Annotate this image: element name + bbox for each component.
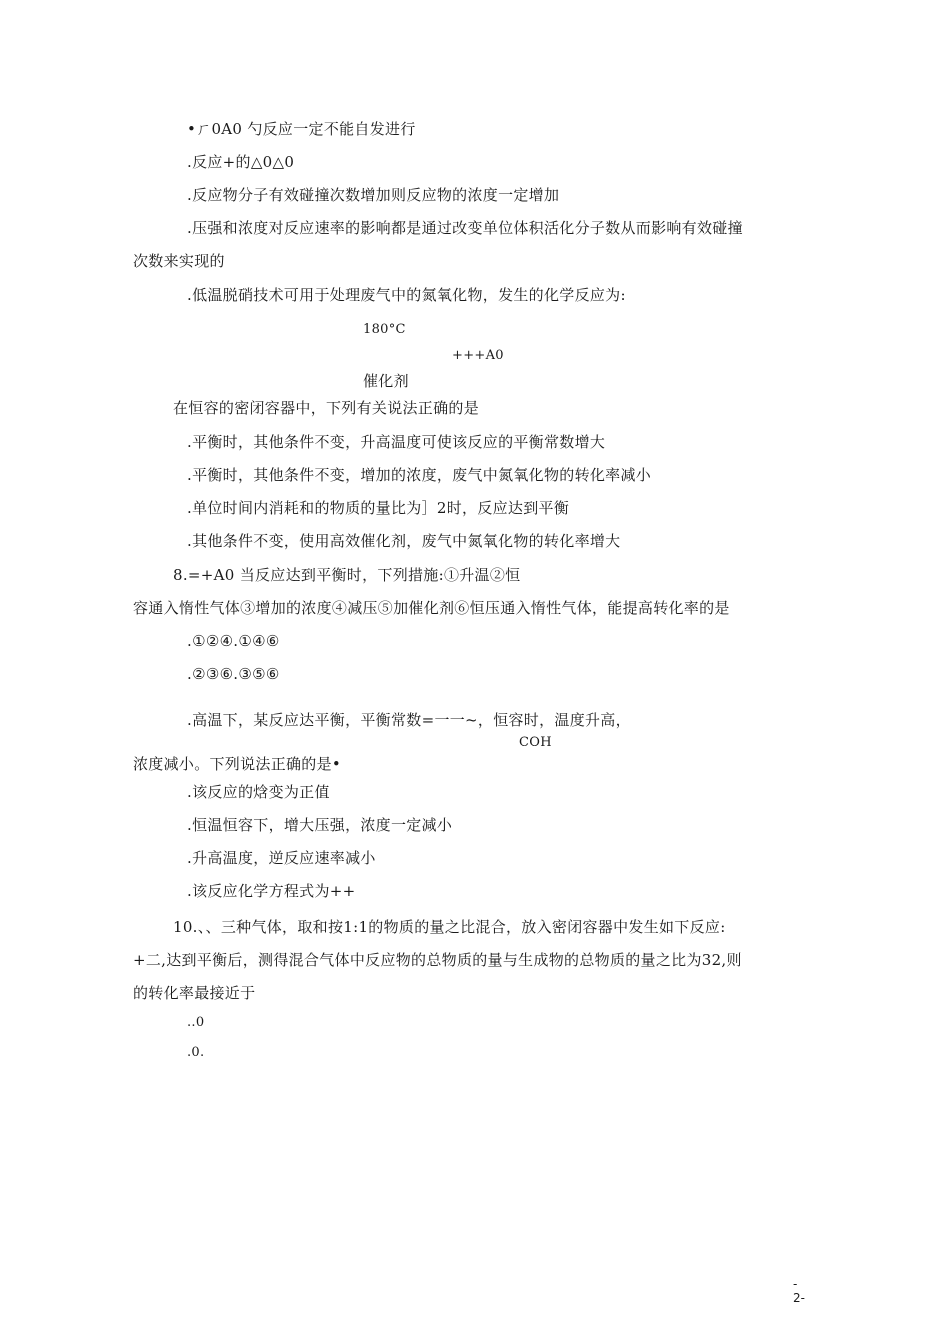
text-line: +二,达到平衡后，测得混合气体中反应物的总物质的量与生成物的总物质的量之比为32,则 xyxy=(133,951,742,969)
text-line: .压强和浓度对反应速率的影响都是通过改变单位体积活化分子数从而影响有效碰撞 xyxy=(187,219,743,237)
option-line: .该反应化学方程式为++ xyxy=(187,882,356,900)
option-line: .平衡时，其他条件不变，升高温度可使该反应的平衡常数增大 xyxy=(187,433,606,451)
text-line: .反应+的△0△0 xyxy=(187,153,295,171)
option-line: .平衡时，其他条件不变，增加的浓度，废气中氮氧化物的转化率减小 xyxy=(187,466,652,484)
option-line: ..0 xyxy=(187,1015,205,1030)
reaction-condition-catalyst: 催化剂 xyxy=(363,372,409,390)
option-line: .恒温恒容下，增大压强，浓度一定减小 xyxy=(187,816,453,834)
reaction-condition-temperature: 180°C xyxy=(363,322,406,337)
reaction-equation: +++A0 xyxy=(452,348,504,363)
page-number: - 2- xyxy=(793,1277,805,1305)
text-line: .反应物分子有效碰撞次数增加则反应物的浓度一定增加 xyxy=(187,186,560,204)
question-line: .高温下，某反应达平衡，平衡常数=一一~，恒容时，温度升高， xyxy=(187,711,631,729)
formula-denominator: COH xyxy=(519,735,552,750)
text-line: •ㄏ0A0 勺反应一定不能自发进行 xyxy=(187,120,416,138)
text-line: 浓度减小。下列说法正确的是• xyxy=(133,755,342,773)
question-line: 10.、、三种气体，取和按1:1的物质的量之比混合，放入密闭容器中发生如下反应: xyxy=(173,918,726,936)
option-line: .①②④.①④⑥ xyxy=(187,632,280,650)
option-line: .该反应的焓变为正值 xyxy=(187,783,330,801)
option-line: .其他条件不变，使用高效催化剂，废气中氮氧化物的转化率增大 xyxy=(187,532,621,550)
option-line: .升高温度，逆反应速率减小 xyxy=(187,849,376,867)
option-line: .②③⑥.③⑤⑥ xyxy=(187,665,280,683)
option-line: .单位时间内消耗和的物质的量比为］2时，反应达到平衡 xyxy=(187,499,570,517)
option-line: .0. xyxy=(187,1045,205,1060)
text-line: 的转化率最接近于 xyxy=(133,984,256,1002)
question-line: 8.=+A0 当反应达到平衡时，下列措施:①升温②恒 xyxy=(173,566,521,584)
text-line: 容通入惰性气体③增加的浓度④减压⑤加催化剂⑥恒压通入惰性气体，能提高转化率的是 xyxy=(133,599,730,617)
text-line: 次数来实现的 xyxy=(133,252,225,270)
text-line: 在恒容的密闭容器中，下列有关说法正确的是 xyxy=(173,399,480,417)
text-line: .低温脱硝技术可用于处理废气中的氮氧化物，发生的化学反应为: xyxy=(187,286,626,304)
